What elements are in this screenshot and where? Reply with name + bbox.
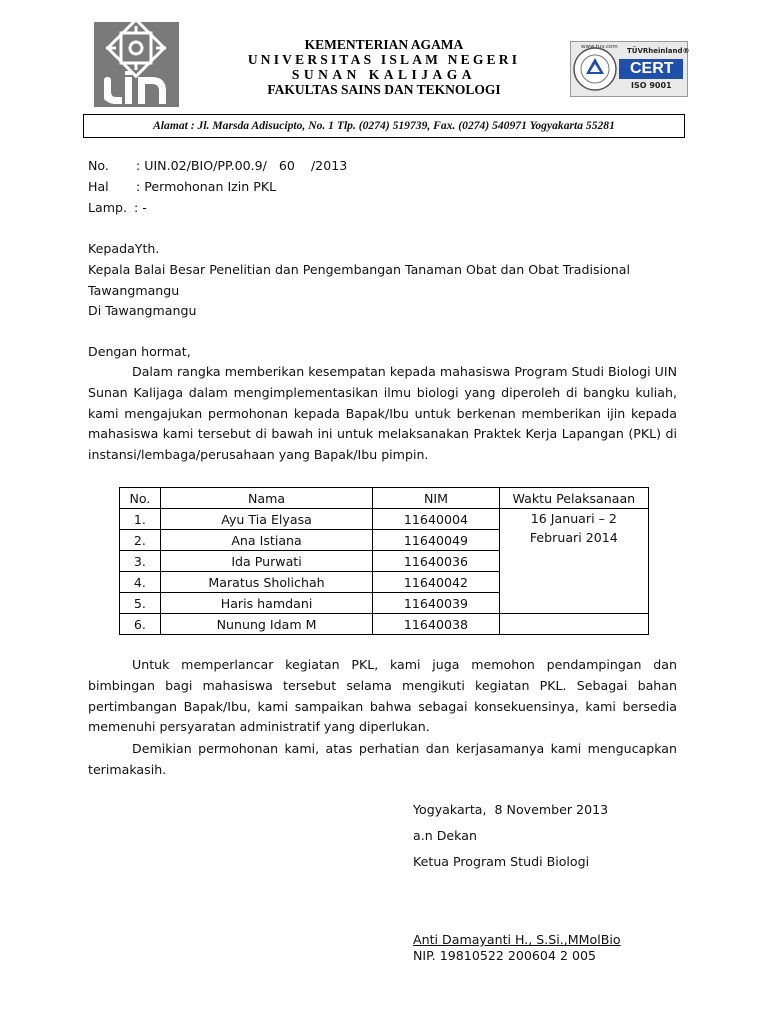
cell-nim: 11640038 xyxy=(373,614,499,635)
signer-position: Ketua Program Studi Biologi xyxy=(413,854,590,869)
cell-nim: 11640036 xyxy=(373,551,499,572)
cell-nim: 11640042 xyxy=(373,572,499,593)
signer-name: Anti Damayanti H., S.Si.,MMolBio xyxy=(413,932,621,947)
table-header-row xyxy=(120,488,649,509)
cert-brand: TÜVRheinland® xyxy=(627,47,690,55)
paragraph-1: Dalam rangka memberikan kesempatan kepada mahasiswa Program Studi Biologi UIN Sunan Kalijaga dalam mengimplementasikan ilmu biologi yang diperoleh di bangku kuliah, kami mengajukan permohonan kepada Bapak/Ibu untuk berkenan memberikan ijin kepada mahasiswa kami tersebut di bawah ini untuk melaksanakan Praktek Kerja Lapangan (PKL) di instansi/lembaga/perusahaan yang Bapak/Ibu pimpin. xyxy=(88,364,677,463)
cell-waktu xyxy=(499,509,648,614)
on-behalf: a.n Dekan xyxy=(413,828,477,843)
salutation: Dengan hormat, xyxy=(88,344,191,359)
attachment-label: Lamp. xyxy=(88,200,127,215)
student-table xyxy=(119,487,649,635)
cell-nama: Ida Purwati xyxy=(160,551,372,572)
cell-nama: Haris hamdani xyxy=(160,593,372,614)
cell-waktu-empty xyxy=(499,614,648,635)
cert-iso: ISO 9001 xyxy=(631,81,672,90)
uin-logo xyxy=(94,22,179,107)
number-label: No. xyxy=(88,158,109,173)
letterhead xyxy=(200,37,568,97)
ministry-name: KEMENTERIAN AGAMA xyxy=(304,37,464,52)
university-name: UNIVERSITAS ISLAM NEGERI xyxy=(247,52,521,67)
cell-no: 2. xyxy=(120,530,161,551)
cell-nama: Ana Istiana xyxy=(160,530,372,551)
cell-no: 3. xyxy=(120,551,161,572)
iso-cert-badge xyxy=(570,41,688,97)
cell-no: 4. xyxy=(120,572,161,593)
cell-nama: Nunung Idam M xyxy=(160,614,372,635)
faculty-name: FAKULTAS SAINS DAN TEKNOLOGI xyxy=(267,82,501,97)
table-row xyxy=(120,614,649,635)
cell-nim: 11640004 xyxy=(373,509,499,530)
recipient-line-2: Tawangmangu xyxy=(88,283,180,298)
cell-nama: Ayu Tia Elyasa xyxy=(160,509,372,530)
address-box: Alamat : Jl. Marsda Adisucipto, No. 1 Tlp. (0274) 519739, Fax. (0274) 540971 Yogyakarta 55281 xyxy=(83,114,685,138)
subject-value: : Permohonan Izin PKL xyxy=(136,179,277,194)
header-nim: NIM xyxy=(373,488,499,509)
cell-no: 1. xyxy=(120,509,161,530)
paragraph-3: Demikian permohonan kami, atas perhatian dan kerjasamanya kami mengucapkan terimakasih. xyxy=(88,741,677,777)
table-row xyxy=(120,509,649,530)
cell-nama: Maratus Sholichah xyxy=(160,572,372,593)
waktu-line-2: Februari 2014 xyxy=(529,530,618,545)
uin-logo-icon xyxy=(94,22,179,107)
number-value: : UIN.02/BIO/PP.00.9/ 60 /2013 xyxy=(136,158,348,173)
header-waktu: Waktu Pelaksanaan xyxy=(499,488,648,509)
header-no: No. xyxy=(120,488,161,509)
recipient-line-3: Di Tawangmangu xyxy=(88,303,197,318)
cell-nim: 11640039 xyxy=(373,593,499,614)
signer-nip: NIP. 19810522 200604 2 005 xyxy=(413,948,597,963)
cell-no: 5. xyxy=(120,593,161,614)
attachment-value: : - xyxy=(134,200,147,215)
cert-seal-text: www.tuv.com xyxy=(581,44,618,50)
paragraph-2: Untuk memperlancar kegiatan PKL, kami juga memohon pendampingan dan bimbingan bagi mahasiswa tersebut selama mengikuti kegiatan PKL. Sebagai bahan pertimbangan Bapak/Ibu, kami sampaikan bahwa sebagai konsekuensinya, kami bersedia memenuhi persyaratan administratif yang diperlukan. xyxy=(88,657,677,735)
recipient-greeting: KepadaYth. xyxy=(88,241,160,256)
recipient-line-1: Kepala Balai Besar Penelitian dan Pengembangan Tanaman Obat dan Obat Tradisional xyxy=(88,262,630,277)
subject-label: Hal xyxy=(88,179,109,194)
place-date: Yogyakarta, 8 November 2013 xyxy=(413,802,609,817)
waktu-line-1: 16 Januari – 2 xyxy=(530,511,617,526)
university-subname: SUNAN KALIJAGA xyxy=(291,67,477,82)
header-nama: Nama xyxy=(160,488,372,509)
cert-label: CERT xyxy=(630,60,674,77)
cell-no: 6. xyxy=(120,614,161,635)
cell-nim: 11640049 xyxy=(373,530,499,551)
